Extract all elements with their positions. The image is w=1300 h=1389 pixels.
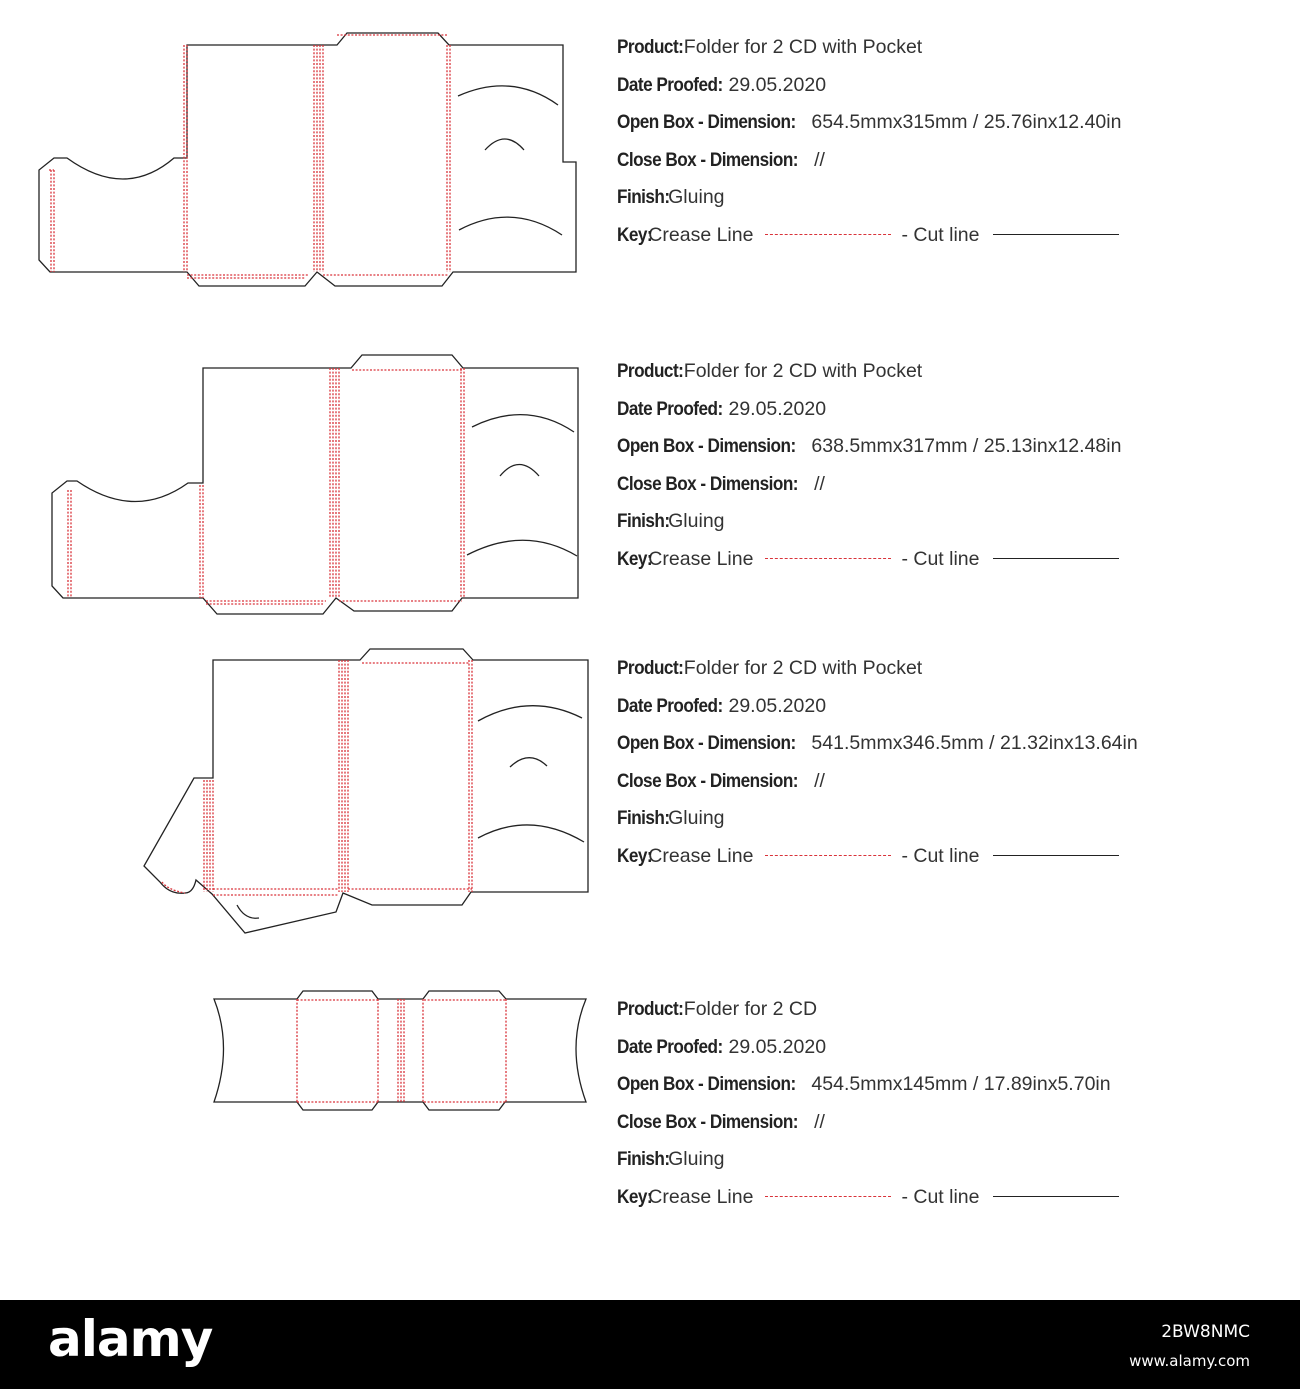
spec-key	[617, 223, 1297, 261]
spec-value: 29.05.2020	[728, 397, 827, 420]
footer-bar	[0, 1300, 1300, 1389]
spec-value: - Cut line	[901, 223, 980, 246]
cut-outline-2	[52, 355, 578, 614]
spec-close-dimension	[617, 769, 1297, 807]
spec-label: Close Box - Dimension:	[617, 769, 798, 792]
spec-date	[617, 73, 1297, 111]
spec-value: 454.5mmx145mm / 17.89inx5.70in	[811, 1073, 1111, 1096]
dieline-template-4	[214, 991, 586, 1110]
spec-value: Gluing	[668, 807, 725, 830]
spec-value: 541.5mmx346.5mm / 21.32inx13.64in	[811, 732, 1138, 755]
spec-label: Finish:	[617, 1148, 670, 1171]
spec-key	[617, 547, 1297, 585]
spec-open-dimension	[617, 1072, 1297, 1110]
brand-logo[interactable]: alamy	[48, 1310, 213, 1368]
crease-line-sample	[765, 234, 891, 235]
spec-label: Product:	[617, 360, 684, 382]
spec-value: 654.5mmx315mm / 25.76inx12.40in	[811, 111, 1122, 134]
spec-label: Finish:	[617, 807, 670, 830]
cut-line-sample	[993, 234, 1119, 235]
dieline-template-3	[144, 649, 588, 933]
cut-line-sample	[993, 1196, 1119, 1197]
crease-lines-1	[49, 35, 450, 278]
spec-value: Crease Line	[648, 1185, 754, 1208]
spec-open-dimension	[617, 434, 1297, 472]
cut-outline-4	[214, 991, 586, 1110]
spec-label: Open Box - Dimension:	[617, 1073, 796, 1096]
spec-value: Crease Line	[648, 223, 754, 246]
spec-value: 638.5mmx317mm / 25.13inx12.48in	[811, 435, 1122, 458]
spec-open-dimension	[617, 110, 1297, 148]
spec-value: Gluing	[668, 186, 725, 209]
cut-outline-1	[39, 33, 576, 286]
crease-lines-4	[297, 999, 506, 1102]
image-id: 2BW8NMC	[1161, 1322, 1250, 1342]
spec-value: Folder for 2 CD	[683, 998, 818, 1020]
spec-close-dimension	[617, 472, 1297, 510]
spec-block-3	[617, 656, 1297, 882]
spec-finish	[617, 509, 1297, 547]
spec-value: 29.05.2020	[728, 694, 827, 717]
spec-label: Key:	[617, 547, 653, 570]
dieline-template-1	[39, 33, 576, 286]
spec-value: //	[814, 769, 825, 792]
spec-label: Close Box - Dimension:	[617, 148, 798, 171]
spec-label: Open Box - Dimension:	[617, 435, 796, 458]
cut-line-sample	[993, 855, 1119, 856]
spec-date	[617, 694, 1297, 732]
spec-block-2	[617, 359, 1297, 585]
spec-value: - Cut line	[901, 1185, 980, 1208]
spec-value: //	[814, 1110, 825, 1133]
spec-value: Folder for 2 CD with Pocket	[683, 657, 923, 679]
spec-finish	[617, 185, 1297, 223]
spec-product	[617, 997, 1297, 1035]
spec-label: Close Box - Dimension:	[617, 1110, 798, 1133]
spec-label: Date Proofed:	[617, 397, 723, 420]
spec-key	[617, 844, 1297, 882]
spec-value: 29.05.2020	[728, 1035, 827, 1058]
spec-value: //	[814, 472, 825, 495]
crease-lines-2	[68, 368, 464, 604]
spec-date	[617, 397, 1297, 435]
spec-block-1	[617, 35, 1297, 261]
spec-label: Date Proofed:	[617, 694, 723, 717]
spec-value: Crease Line	[648, 547, 754, 570]
spec-label: Product:	[617, 657, 684, 679]
spec-label: Open Box - Dimension:	[617, 111, 796, 134]
spec-date	[617, 1035, 1297, 1073]
spec-value: //	[814, 148, 825, 171]
dieline-template-2	[52, 355, 578, 614]
spec-product	[617, 359, 1297, 397]
spec-finish	[617, 1147, 1297, 1185]
spec-product	[617, 35, 1297, 73]
spec-value: Folder for 2 CD with Pocket	[683, 360, 923, 382]
spec-label: Product:	[617, 36, 684, 58]
spec-label: Product:	[617, 998, 684, 1020]
spec-key	[617, 1185, 1297, 1223]
spec-label: Finish:	[617, 186, 670, 209]
spec-value: - Cut line	[901, 547, 980, 570]
spec-open-dimension	[617, 731, 1297, 769]
spec-finish	[617, 806, 1297, 844]
crease-line-sample	[765, 558, 891, 559]
spec-value: - Cut line	[901, 844, 980, 867]
crease-line-sample	[765, 1196, 891, 1197]
spec-close-dimension	[617, 1110, 1297, 1148]
cut-line-sample	[993, 558, 1119, 559]
spec-label: Key:	[617, 223, 653, 246]
site-url[interactable]: www.alamy.com	[1129, 1352, 1250, 1370]
spec-value: Folder for 2 CD with Pocket	[683, 36, 923, 58]
spec-label: Date Proofed:	[617, 73, 723, 96]
spec-label: Key:	[617, 844, 653, 867]
spec-value: Gluing	[668, 510, 725, 533]
spec-value: Crease Line	[648, 844, 754, 867]
spec-label: Finish:	[617, 510, 670, 533]
spec-close-dimension	[617, 148, 1297, 186]
spec-label: Open Box - Dimension:	[617, 732, 796, 755]
crease-line-sample	[765, 855, 891, 856]
spec-product	[617, 656, 1297, 694]
spec-label: Close Box - Dimension:	[617, 472, 798, 495]
spec-value: 29.05.2020	[728, 73, 827, 96]
spec-value: Gluing	[668, 1148, 725, 1171]
spec-label: Date Proofed:	[617, 1035, 723, 1058]
spec-block-4	[617, 997, 1297, 1223]
spec-label: Key:	[617, 1185, 653, 1208]
